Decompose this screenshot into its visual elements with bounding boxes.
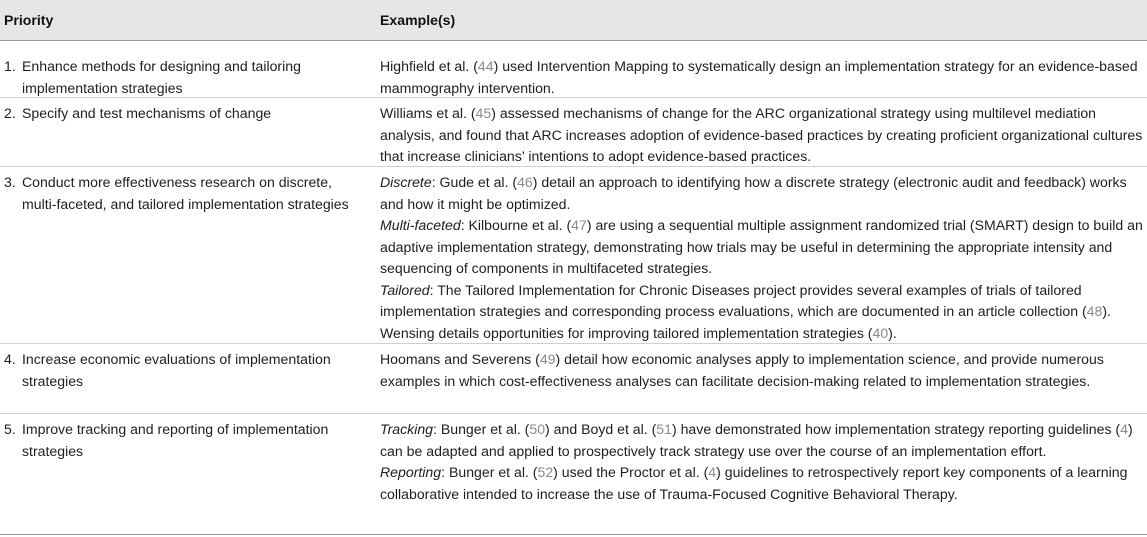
row-number: 2. (4, 105, 16, 121)
examples-cell (380, 349, 1146, 392)
example-paragraph: Reporting: Bunger et al. (52) used the Proctor et al. (4) guidelines to retrospectively report key components of a learning collaborative intended to increase the use of Trauma-Focused Cognitive Behavioral Therapy. (380, 464, 1128, 502)
reference-link[interactable]: 48 (1086, 303, 1103, 319)
table-row (0, 166, 1147, 344)
example-category-label: Multi-faceted (380, 217, 461, 233)
reference-link[interactable]: 44 (477, 58, 494, 74)
priority-text: Improve tracking and reporting of implementation strategies (22, 421, 329, 459)
table-header (0, 0, 1147, 41)
row-number: 5. (4, 421, 16, 437)
table-row (0, 97, 1147, 167)
reference-link[interactable]: 4 (708, 464, 717, 480)
priority-column-header: Priority (4, 12, 54, 28)
examples-cell (380, 419, 1146, 505)
examples-cell (380, 103, 1146, 168)
table-row (0, 413, 1147, 535)
priority-text: Enhance methods for designing and tailoring implementation strategies (22, 58, 301, 96)
table-row (0, 50, 1147, 98)
priority-text: Increase economic evaluations of implementation strategies (22, 351, 331, 389)
examples-column-header: Example(s) (380, 12, 456, 28)
table-row (0, 343, 1147, 414)
example-paragraph: Multi-faceted: Kilbourne et al. (47) are using a sequential multiple assignment randomized trial (SMART) design to build an adaptive implementation strategy, demonstrating how trials may be useful in determining the appropriate intensity and sequencing of components in multifaceted strategies. (380, 217, 1143, 276)
row-number: 4. (4, 351, 16, 367)
example-category-label: Reporting (380, 464, 442, 480)
reference-link[interactable]: 49 (539, 351, 556, 367)
example-paragraph: Hoomans and Severens (49) detail how economic analyses apply to implementation science, and provide numerous examples in which cost-effectiveness analyses can facilitate decision-making related to implementation strategies. (380, 351, 1104, 389)
examples-cell (380, 56, 1146, 99)
example-category-label: Discrete (380, 174, 432, 190)
examples-cell (380, 172, 1146, 344)
row-number: 3. (4, 174, 16, 190)
row-number: 1. (4, 58, 16, 74)
reference-link[interactable]: 4 (1120, 421, 1128, 437)
example-paragraph: Highfield et al. (44) used Intervention Mapping to systematically design an implementation strategy for an evidence-based mammography intervention. (380, 58, 1138, 96)
reference-link[interactable]: 51 (656, 421, 672, 437)
example-paragraph: Tailored: The Tailored Implementation for Chronic Diseases project provides several examples of trials of tailored implementation strategies and corresponding process evaluations, which are documented in an article collection (48). Wensing details opportunities for improving tailored implementation strategies (40). (380, 281, 1111, 341)
priority-text: Conduct more effectiveness research on discrete, multi-faceted, and tailored implementation strategies (22, 174, 349, 212)
example-category-label: Tracking (380, 421, 433, 437)
example-paragraph: Discrete: Gude et al. (46) detail an approach to identifying how a discrete strategy (electronic audit and feedback) works and how it might be optimized. (380, 174, 1127, 212)
example-paragraph: Tracking: Bunger et al. (50) and Boyd et al. (51) have demonstrated how implementation strategy reporting guidelines (4) can be adapted and applied to prospectively track strategy use over the course of an implementation effort. (380, 421, 1133, 459)
example-paragraph: Williams et al. (45) assessed mechanisms of change for the ARC organizational strategy using multilevel mediation analysis, and found that ARC increases adoption of evidence-based practices by creating proficient organizational cultures that increase clinicians’ intentions to adopt evidence-based practices. (380, 105, 1143, 164)
priority-text: Specify and test mechanisms of change (22, 105, 272, 121)
reference-link[interactable]: 52 (537, 464, 554, 480)
reference-link[interactable]: 46 (517, 174, 533, 190)
reference-link[interactable]: 47 (571, 217, 587, 233)
reference-link[interactable]: 50 (529, 421, 546, 437)
reference-link[interactable]: 45 (475, 105, 492, 121)
example-category-label: Tailored (380, 281, 430, 298)
reference-link[interactable]: 40 (872, 324, 889, 341)
